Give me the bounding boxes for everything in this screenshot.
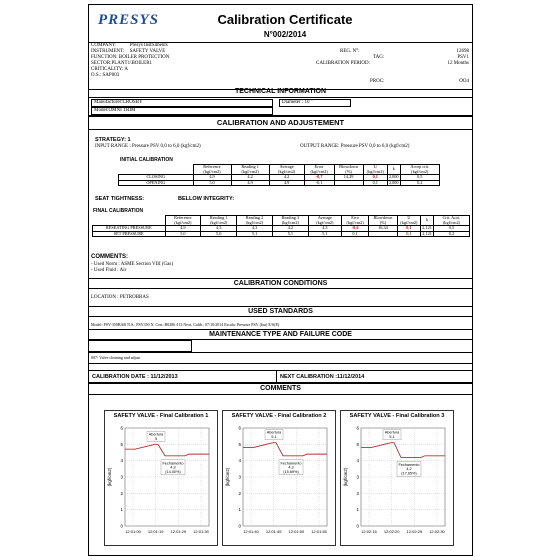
technical-heading: TECHNICAL INFORMATION	[234, 88, 327, 95]
page-title: Calibration Certificate	[217, 12, 353, 27]
initial-calibration-title: INITIAL CALIBRATION	[120, 157, 173, 163]
y-tick-label: 2	[238, 490, 241, 496]
y-axis-label: (kgf/cm2)	[225, 467, 230, 487]
table-row	[93, 231, 470, 237]
x-tick-label: 12:02:15	[361, 529, 377, 534]
y-tick-label: 0	[356, 523, 359, 529]
closing-annotation-text: 4,2	[406, 467, 412, 472]
strategy: STRATEGY: 1	[95, 137, 131, 143]
os-label: O.S.:	[91, 73, 102, 78]
opening-annotation-text: 5,1	[271, 435, 277, 440]
table-cell: 2,000	[388, 174, 399, 180]
final-calibration-title: FINAL CALIBRATION	[93, 208, 144, 214]
table-cell: 4,3	[237, 226, 273, 232]
x-tick-label: 12:01:40	[243, 529, 259, 534]
table-cell: 2,000	[388, 179, 399, 185]
table-cell: 0,1	[363, 175, 387, 181]
table-cell: -0,1	[304, 180, 334, 186]
table-row	[119, 180, 440, 186]
final-calibration-table	[92, 215, 470, 237]
x-tick-label: 12:02:30	[429, 529, 445, 534]
table-header: Blowdown (%)	[369, 216, 397, 226]
conditions-heading: CALIBRATION CONDITIONS	[233, 280, 328, 287]
y-tick-label: 1	[356, 507, 359, 513]
chart-plot	[105, 422, 217, 544]
chart-panel-3	[340, 410, 454, 546]
table-cell	[334, 180, 363, 186]
table-cell: -0,6	[341, 226, 369, 232]
chart-title: SAFETY VALVE - Final Calibration 1	[113, 413, 209, 419]
row-label: CLOSING	[119, 175, 194, 181]
closing-annotation-text: Fechamento	[280, 461, 302, 466]
criticality-value: A	[124, 67, 128, 72]
row-label: OPENING	[119, 180, 194, 186]
comment-line: - Used Fluid : Air	[91, 268, 127, 273]
model-cell	[91, 107, 273, 115]
presys-logo: PRESYS	[98, 12, 160, 28]
table-header: Reference (kgf/cm2)	[193, 165, 231, 175]
closing-annotation-text: (14,00%)	[165, 469, 181, 474]
y-tick-label: 1	[120, 507, 123, 513]
x-tick-label: 12:02:20	[383, 529, 400, 534]
maintenance-line: 007- Valve cleaning and adjust	[91, 355, 141, 360]
table-cell	[369, 231, 397, 237]
chart-plot	[341, 422, 453, 544]
closing-annotation-text: 4,3	[170, 465, 176, 470]
closing-annotation-text: Fechamento	[162, 461, 184, 466]
table-cell: 2,121	[422, 225, 432, 231]
chart-panel-2	[222, 410, 336, 546]
opening-annotation-text: 5,1	[389, 435, 395, 440]
next-calibration-date: NEXT CALIBRATION :11/12/2014	[280, 374, 365, 380]
x-tick-label: 12:01:09	[125, 529, 141, 534]
comments-heading: COMMENTS	[260, 385, 301, 392]
company-label: COMPANY:	[91, 43, 117, 48]
x-tick-label: 12:01:50	[288, 529, 305, 534]
comments-title: COMMENTS:	[91, 254, 128, 260]
y-tick-label: 5	[120, 441, 123, 447]
x-tick-label: 12:01:19	[147, 529, 164, 534]
opening-annotation-text: Abertura	[266, 430, 282, 435]
bellow-integrity: BELLOW INTEGRITY:	[178, 196, 235, 202]
table-header: Reading 2 (kgf/cm2)	[237, 216, 273, 226]
table-cell: 0,1	[363, 180, 387, 186]
standards-line: Model: PSV-350BAR N.S.: PSV350 N. Cert.:B0286 /l13 Next. Calib.: 07/10/2014 Escala: Pressure PSV (bar) E/S(E)	[91, 322, 280, 327]
table-cell: 0,1	[397, 226, 421, 232]
closing-annotation-text: (17,65%)	[401, 471, 417, 476]
table-header: Reference (kgf/cm2)	[165, 216, 201, 226]
y-tick-label: 2	[120, 490, 123, 496]
table-corner	[93, 216, 166, 226]
opening-annotation-text: 5	[154, 436, 158, 441]
standards-heading: USED STANDARDS	[248, 308, 313, 315]
tag-label: TAG:	[373, 55, 385, 60]
function-label: FUNCTION:	[91, 55, 118, 60]
input-range: INPUT RANGE : Pressure PSV 0,0 to 6,0 (kgf/cm2)	[95, 144, 201, 149]
table-cell: 4,2	[231, 175, 269, 181]
y-tick-label: 1	[238, 507, 241, 513]
x-tick-label: 12:01:39	[193, 529, 209, 534]
y-tick-label: 3	[120, 474, 123, 480]
x-tick-label: 12:01:55	[311, 529, 327, 534]
table-header: Reading 3 (kgf/cm2)	[272, 216, 308, 226]
table-cell: 5,0	[165, 231, 201, 237]
y-tick-label: 5	[356, 441, 359, 447]
company-value: Presys Instruments	[129, 43, 168, 48]
y-axis-label: (kgf/cm2)	[343, 467, 348, 487]
dates-divider	[276, 370, 277, 383]
y-tick-label: 3	[356, 474, 359, 480]
model-text: Model:OMNI TRIM	[94, 108, 136, 113]
table-header: Erro (kgf/cm2)	[341, 216, 369, 226]
table-cell: 5,1	[308, 231, 341, 237]
y-tick-label: 0	[238, 523, 241, 529]
table-cell: 4,3	[308, 226, 341, 232]
initial-calibration-table	[118, 164, 440, 186]
table-header: k	[387, 165, 400, 175]
table-cell: 5,1	[272, 231, 308, 237]
maintenance-box-2	[88, 352, 473, 364]
certificate-number: N°002/2014	[263, 30, 307, 39]
proc-label: PROC:	[370, 79, 385, 84]
closing-annotation-text: Fechamento	[398, 462, 420, 467]
reg-label: REG. N°:	[340, 49, 360, 54]
table-header: Error (kgf/cm2)	[304, 165, 334, 175]
table-cell: 0,2	[400, 180, 439, 186]
y-tick-label: 4	[120, 458, 123, 464]
table-header: Average (kgf/cm2)	[269, 165, 304, 175]
table-cell: 0,5	[433, 226, 469, 232]
x-tick-label: 12:01:29	[170, 529, 187, 534]
table-header: U (kgf/cm2)	[363, 165, 387, 175]
y-tick-label: 6	[238, 425, 241, 431]
row-label: SET PRESSURE	[93, 231, 166, 237]
diameter-text: Diameter : 10 "	[282, 100, 313, 105]
table-cell: 0,1	[341, 231, 369, 237]
sector-label: SECTOR:	[91, 61, 112, 66]
x-tick-label: 12:02:25	[406, 529, 423, 534]
table-header: Reading 1 (kgf/cm2)	[201, 216, 237, 226]
comment-line: - Used Norm : ASME Section VIII (Gas)	[91, 262, 173, 267]
y-tick-label: 2	[356, 490, 359, 496]
final-header-row	[93, 216, 470, 226]
table-header: Average (kgf/cm2)	[308, 216, 341, 226]
y-tick-label: 6	[120, 425, 123, 431]
seat-tightness: SEAT TIGHTNESS:	[95, 196, 145, 202]
y-tick-label: 0	[120, 523, 123, 529]
row-label: RESEATING PRESSURE	[93, 226, 166, 232]
table-cell: 4,9	[193, 175, 231, 181]
opening-annotation-text: Abertura	[384, 430, 400, 435]
instrument-value: SAFETY VALVE	[129, 49, 166, 54]
table-cell: 0,5	[400, 175, 439, 181]
reg-value: 12698	[456, 49, 469, 54]
table-cell: 14,29	[334, 175, 363, 181]
y-tick-label: 4	[356, 458, 359, 464]
table-header: U (kgf/cm2)	[397, 216, 421, 226]
maintenance-box-1	[88, 340, 192, 352]
chart-title: SAFETY VALVE - Final Calibration 3	[349, 413, 445, 419]
table-cell: 0,2	[433, 231, 469, 237]
tag-value: PSV1	[457, 55, 469, 60]
table-cell: 16,34	[369, 226, 397, 232]
table-header: Blowdown (%)	[334, 165, 363, 175]
chart-plot	[223, 422, 335, 544]
manufacturer-cell	[91, 99, 273, 107]
table-cell: 4,3	[201, 226, 237, 232]
closing-annotation-text: 4,3	[288, 465, 294, 470]
y-tick-label: 5	[238, 441, 241, 447]
sector-value: PLANT1\BOILER1	[111, 61, 153, 66]
closing-annotation-text: (15,69%)	[283, 469, 299, 474]
maintenance-heading: MAINTENANCE TYPE AND FAILURE CODE	[209, 331, 352, 338]
function-value: BOILER PROTECTION	[118, 55, 170, 60]
table-header: Accep crit. (kgf/cm2)	[400, 165, 439, 175]
table-cell: 4,2	[269, 175, 304, 181]
y-axis-label: (kgf/cm2)	[107, 467, 112, 487]
y-tick-label: 4	[238, 458, 241, 464]
table-header: k	[421, 216, 434, 226]
table-cell: -0,7	[304, 175, 334, 181]
table-cell: 5,0	[201, 231, 237, 237]
table-cell: 4,2	[272, 226, 308, 232]
table-cell: 5,1	[237, 231, 273, 237]
table-cell: 4,9	[231, 180, 269, 186]
calibration-date: CALIBRATION DATE : 11/12/2013	[92, 374, 178, 380]
opening-annotation-text: Abertura	[148, 432, 164, 437]
initial-header-row	[119, 165, 440, 175]
table-cell: 0,1	[397, 231, 421, 237]
company-info-left	[91, 43, 169, 79]
diameter-cell	[279, 99, 351, 107]
chart-title: SAFETY VALVE - Final Calibration 2	[231, 413, 327, 419]
table-cell: 2,121	[422, 230, 432, 236]
table-cell: 5,0	[193, 180, 231, 186]
table-cell: 4,9	[165, 226, 201, 232]
x-tick-label: 12:01:45	[265, 529, 282, 534]
table-cell: 4,9	[269, 180, 304, 186]
manufacturer-text: Manufacturer:CROSBY	[94, 100, 143, 105]
proc-value: OO4	[459, 79, 469, 84]
chart-panel-1	[104, 410, 218, 546]
table-corner	[119, 165, 194, 175]
period-label: CALIBRATION PERIOD:	[316, 61, 371, 66]
criticality-label: CRITICALITY:	[91, 67, 124, 72]
table-header: Crit. Acei. (kgf/cm2)	[433, 216, 469, 226]
y-tick-label: 3	[238, 474, 241, 480]
instrument-label: INSTRUMENT:	[91, 49, 125, 54]
calibration-heading: CALIBRATION AND ADJUSTEMENT	[216, 118, 345, 127]
table-header: Reading 1 (kgf/cm2)	[231, 165, 269, 175]
period-value: 12 Months	[447, 61, 469, 66]
os-value: SAP003	[102, 73, 120, 78]
location: LOCATION : PETROBRAS	[91, 295, 149, 300]
y-tick-label: 6	[356, 425, 359, 431]
output-range: OUTPUT RANGE: Pressure PSV 0,0 to 6,0 (kgf/cm2)	[300, 144, 410, 149]
